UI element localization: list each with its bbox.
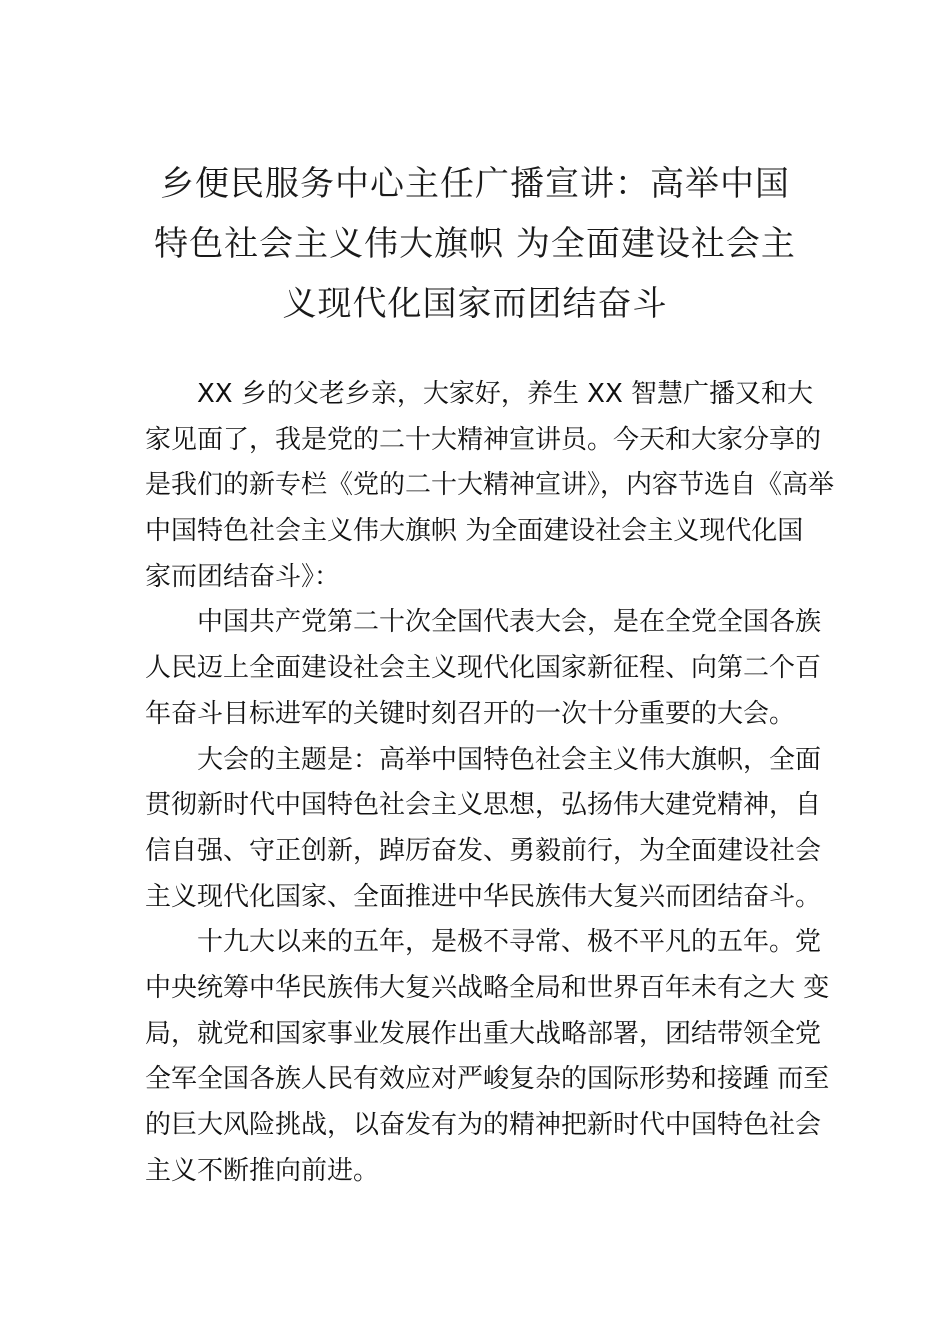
paragraph-line: 家而团结奋斗》： xyxy=(145,561,341,592)
paragraph-line: XX 乡的父老乡亲，大家好，养生 XX 智慧广播又和大 xyxy=(197,379,814,409)
paragraph-line: 家见面了，我是党的二十大精神宣讲员。今天和大家分享的 xyxy=(145,424,822,455)
paragraph-line: 大会的主题是：高举中国特色社会主义伟大旗帜，全面 xyxy=(197,744,822,775)
title-line: 义现代化国家而团结奋斗 xyxy=(282,284,668,324)
paragraph-line: 是我们的新专栏《党的二十大精神宣讲》，内容节选自《高举 xyxy=(145,470,835,501)
paragraph-1 xyxy=(145,372,835,600)
paragraph-line: 十九大以来的五年，是极不寻常、极不平凡的五年。党 xyxy=(197,927,822,958)
paragraph-line: 贯彻新时代中国特色社会主义思想，弘扬伟大建党精神，自 xyxy=(145,790,822,821)
paragraph-line: 主义不断推向前进。 xyxy=(145,1155,380,1186)
document-body xyxy=(145,372,835,1194)
paragraph-line: 主义现代化国家、全面推进中华民族伟大复兴而团结奋斗。 xyxy=(145,881,822,912)
paragraph-line: 的巨大风险挑战，以奋发有为的精神把新时代中国特色社会 xyxy=(145,1110,822,1140)
paragraph-line: 信自强、守正创新，踔厉奋发、勇毅前行，为全面建设社会 xyxy=(145,835,822,866)
paragraph-line: 人民迈上全面建设社会主义现代化国家新征程、向第二个百 xyxy=(145,653,822,684)
paragraph-2 xyxy=(145,600,825,737)
paragraph-line: 中央统筹中华民族伟大复兴战略全局和世界百年未有之大 变 xyxy=(145,972,830,1003)
paragraph-3 xyxy=(145,738,825,921)
document-title xyxy=(140,154,810,334)
title-line: 乡便民服务中心主任广播宣讲：高举中国 xyxy=(160,164,790,204)
paragraph-line: 全军全国各族人民有效应对严峻复杂的国际形势和接踵 而至 xyxy=(145,1064,830,1095)
paragraph-line: 中国特色社会主义伟大旗帜 为全面建设社会主义现代化国 xyxy=(145,516,804,547)
paragraph-4 xyxy=(145,920,830,1194)
title-line: 特色社会主义伟大旗帜 为全面建设社会主 xyxy=(154,224,796,264)
paragraph-line: 年奋斗目标进军的关键时刻召开的一次十分重要的大会。 xyxy=(145,698,796,729)
paragraph-line: 中国共产党第二十次全国代表大会，是在全党全国各族 xyxy=(197,607,822,638)
paragraph-line: 局，就党和国家事业发展作出重大战略部署，团结带领全党 xyxy=(145,1018,822,1049)
